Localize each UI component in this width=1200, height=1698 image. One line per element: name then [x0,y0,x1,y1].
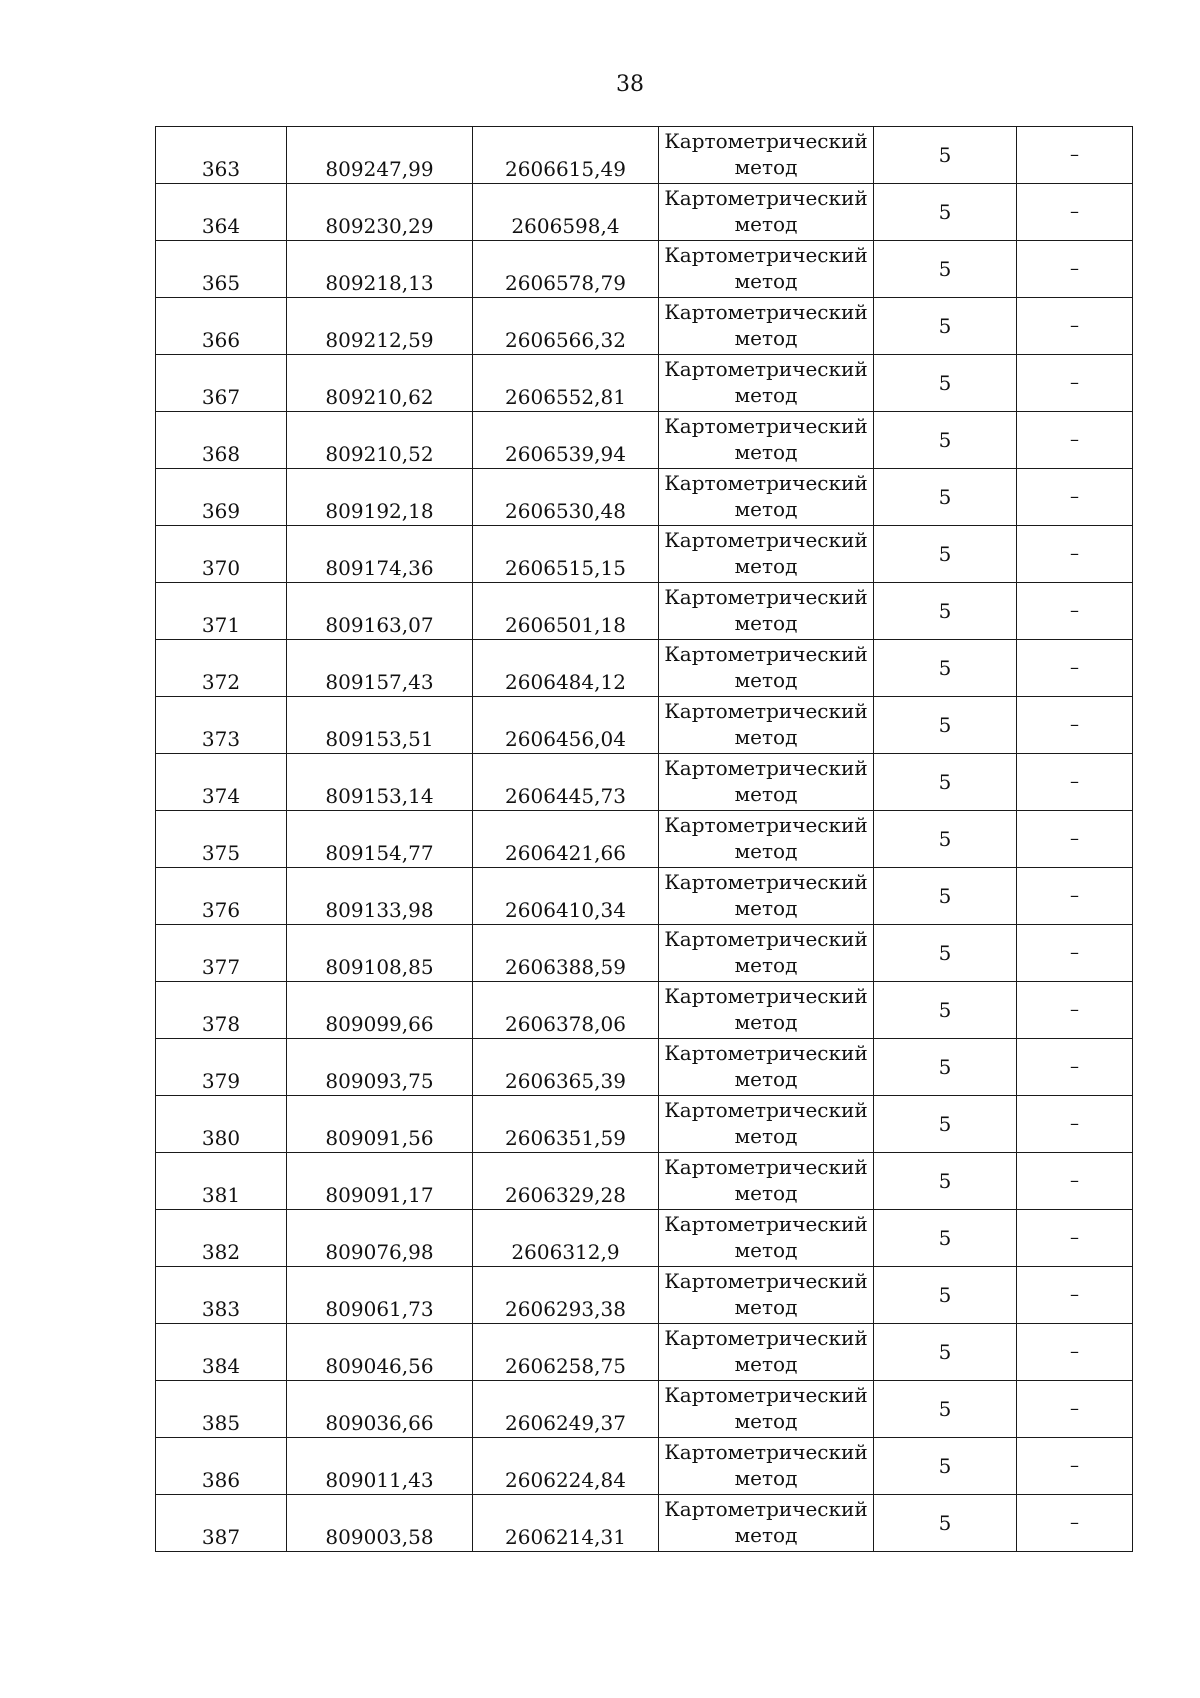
y-coordinate-cell: 2606539,94 [473,412,659,469]
method-line-1: Картометрический [664,186,868,211]
note-cell: – [1017,925,1133,982]
accuracy-cell: 5 [874,868,1017,925]
x-coordinate-cell: 809093,75 [287,1039,473,1096]
table-row [156,1438,1133,1495]
accuracy-cell: 5 [874,982,1017,1039]
method-line-1: Картометрический [664,471,868,496]
accuracy-cell: 5 [874,1096,1017,1153]
accuracy-cell: 5 [874,754,1017,811]
method-line-1: Картометрический [664,300,868,325]
table-row [156,697,1133,754]
accuracy-cell: 5 [874,697,1017,754]
accuracy-cell: 5 [874,1381,1017,1438]
x-coordinate-cell: 809076,98 [287,1210,473,1267]
point-number-cell: 367 [156,355,287,412]
method-line-2: метод [734,782,798,806]
x-coordinate-cell: 809133,98 [287,868,473,925]
accuracy-cell: 5 [874,925,1017,982]
method-line-2: метод [734,269,798,293]
x-coordinate-cell: 809174,36 [287,526,473,583]
method-cell [659,298,874,355]
accuracy-cell: 5 [874,298,1017,355]
method-cell [659,640,874,697]
y-coordinate-cell: 2606552,81 [473,355,659,412]
y-coordinate-cell: 2606351,59 [473,1096,659,1153]
accuracy-cell: 5 [874,355,1017,412]
note-cell: – [1017,1381,1133,1438]
method-line-2: метод [734,611,798,635]
method-cell [659,1324,874,1381]
y-coordinate-cell: 2606410,34 [473,868,659,925]
method-line-1: Картометрический [664,1212,868,1237]
x-coordinate-cell: 809061,73 [287,1267,473,1324]
y-coordinate-cell: 2606445,73 [473,754,659,811]
note-cell: – [1017,469,1133,526]
table-row [156,184,1133,241]
point-number-cell: 386 [156,1438,287,1495]
point-number-cell: 381 [156,1153,287,1210]
method-cell [659,583,874,640]
point-number-cell: 378 [156,982,287,1039]
note-cell: – [1017,640,1133,697]
method-cell [659,697,874,754]
method-line-1: Картометрический [664,1155,868,1180]
method-cell [659,925,874,982]
method-line-1: Картометрический [664,357,868,382]
page-number: 38 [616,72,644,97]
note-cell: – [1017,1210,1133,1267]
x-coordinate-cell: 809091,56 [287,1096,473,1153]
accuracy-cell: 5 [874,241,1017,298]
accuracy-cell: 5 [874,1039,1017,1096]
table-row [156,1039,1133,1096]
method-line-1: Картометрический [664,984,868,1009]
note-cell: – [1017,355,1133,412]
note-cell: – [1017,241,1133,298]
method-line-2: метод [734,725,798,749]
table-row [156,469,1133,526]
table-row [156,640,1133,697]
accuracy-cell: 5 [874,1153,1017,1210]
point-number-cell: 369 [156,469,287,526]
accuracy-cell: 5 [874,526,1017,583]
method-cell [659,1495,874,1552]
method-cell [659,1267,874,1324]
method-line-1: Картометрический [664,1440,868,1465]
note-cell: – [1017,412,1133,469]
y-coordinate-cell: 2606566,32 [473,298,659,355]
accuracy-cell: 5 [874,184,1017,241]
method-cell [659,469,874,526]
method-cell [659,982,874,1039]
accuracy-cell: 5 [874,469,1017,526]
method-line-2: метод [734,554,798,578]
table-row [156,1381,1133,1438]
accuracy-cell: 5 [874,583,1017,640]
point-number-cell: 383 [156,1267,287,1324]
x-coordinate-cell: 809157,43 [287,640,473,697]
y-coordinate-cell: 2606312,9 [473,1210,659,1267]
point-number-cell: 374 [156,754,287,811]
point-number-cell: 371 [156,583,287,640]
table-row [156,1324,1133,1381]
x-coordinate-cell: 809218,13 [287,241,473,298]
method-line-2: метод [734,1181,798,1205]
note-cell: – [1017,1267,1133,1324]
point-number-cell: 365 [156,241,287,298]
y-coordinate-cell: 2606530,48 [473,469,659,526]
y-coordinate-cell: 2606578,79 [473,241,659,298]
method-line-2: метод [734,1124,798,1148]
table-row [156,1210,1133,1267]
method-line-1: Картометрический [664,1383,868,1408]
table-row [156,526,1133,583]
method-line-2: метод [734,1295,798,1319]
x-coordinate-cell: 809153,14 [287,754,473,811]
table-row [156,1153,1133,1210]
x-coordinate-cell: 809230,29 [287,184,473,241]
method-line-1: Картометрический [664,1326,868,1351]
y-coordinate-cell: 2606258,75 [473,1324,659,1381]
point-number-cell: 382 [156,1210,287,1267]
x-coordinate-cell: 809210,52 [287,412,473,469]
point-number-cell: 372 [156,640,287,697]
method-cell [659,868,874,925]
method-line-1: Картометрический [664,813,868,838]
coordinates-table [155,126,1133,1552]
method-line-1: Картометрический [664,1269,868,1294]
method-line-2: метод [734,1466,798,1490]
note-cell: – [1017,127,1133,184]
note-cell: – [1017,1096,1133,1153]
method-line-1: Картометрический [664,1041,868,1066]
method-line-1: Картометрический [664,1497,868,1522]
x-coordinate-cell: 809091,17 [287,1153,473,1210]
y-coordinate-cell: 2606421,66 [473,811,659,868]
y-coordinate-cell: 2606329,28 [473,1153,659,1210]
x-coordinate-cell: 809099,66 [287,982,473,1039]
method-cell [659,241,874,298]
table-row [156,925,1133,982]
method-line-1: Картометрический [664,870,868,895]
point-number-cell: 364 [156,184,287,241]
table-row [156,754,1133,811]
x-coordinate-cell: 809212,59 [287,298,473,355]
note-cell: – [1017,1153,1133,1210]
y-coordinate-cell: 2606365,39 [473,1039,659,1096]
coordinates-table-body [156,127,1133,1552]
method-line-2: метод [734,668,798,692]
point-number-cell: 368 [156,412,287,469]
method-line-2: метод [734,1067,798,1091]
method-cell [659,1210,874,1267]
table-row [156,241,1133,298]
y-coordinate-cell: 2606456,04 [473,697,659,754]
method-cell [659,1039,874,1096]
method-cell [659,526,874,583]
method-cell [659,1096,874,1153]
point-number-cell: 370 [156,526,287,583]
note-cell: – [1017,1495,1133,1552]
table-row [156,355,1133,412]
table-row [156,583,1133,640]
point-number-cell: 377 [156,925,287,982]
method-cell [659,127,874,184]
y-coordinate-cell: 2606214,31 [473,1495,659,1552]
note-cell: – [1017,184,1133,241]
x-coordinate-cell: 809192,18 [287,469,473,526]
method-line-2: метод [734,155,798,179]
method-line-2: метод [734,383,798,407]
point-number-cell: 380 [156,1096,287,1153]
method-line-2: метод [734,839,798,863]
accuracy-cell: 5 [874,1210,1017,1267]
method-line-2: метод [734,1523,798,1547]
point-number-cell: 379 [156,1039,287,1096]
x-coordinate-cell: 809154,77 [287,811,473,868]
x-coordinate-cell: 809153,51 [287,697,473,754]
point-number-cell: 385 [156,1381,287,1438]
method-line-1: Картометрический [664,756,868,781]
table-row [156,982,1133,1039]
point-number-cell: 375 [156,811,287,868]
accuracy-cell: 5 [874,1495,1017,1552]
table-row [156,1267,1133,1324]
y-coordinate-cell: 2606249,37 [473,1381,659,1438]
y-coordinate-cell: 2606378,06 [473,982,659,1039]
point-number-cell: 384 [156,1324,287,1381]
table-row [156,811,1133,868]
method-line-1: Картометрический [664,414,868,439]
method-line-1: Картометрический [664,129,868,154]
note-cell: – [1017,526,1133,583]
table-row [156,298,1133,355]
method-line-2: метод [734,497,798,521]
method-line-2: метод [734,896,798,920]
x-coordinate-cell: 809247,99 [287,127,473,184]
y-coordinate-cell: 2606224,84 [473,1438,659,1495]
y-coordinate-cell: 2606501,18 [473,583,659,640]
method-cell [659,1153,874,1210]
note-cell: – [1017,298,1133,355]
method-cell [659,1438,874,1495]
method-cell [659,754,874,811]
x-coordinate-cell: 809003,58 [287,1495,473,1552]
x-coordinate-cell: 809011,43 [287,1438,473,1495]
method-line-2: метод [734,1352,798,1376]
accuracy-cell: 5 [874,127,1017,184]
note-cell: – [1017,1324,1133,1381]
method-line-2: метод [734,440,798,464]
y-coordinate-cell: 2606615,49 [473,127,659,184]
method-cell [659,184,874,241]
method-line-1: Картометрический [664,642,868,667]
accuracy-cell: 5 [874,1324,1017,1381]
accuracy-cell: 5 [874,1438,1017,1495]
method-cell [659,412,874,469]
note-cell: – [1017,982,1133,1039]
y-coordinate-cell: 2606293,38 [473,1267,659,1324]
method-line-1: Картометрический [664,528,868,553]
note-cell: – [1017,583,1133,640]
note-cell: – [1017,1438,1133,1495]
method-line-2: метод [734,1010,798,1034]
accuracy-cell: 5 [874,811,1017,868]
method-line-2: метод [734,1238,798,1262]
note-cell: – [1017,868,1133,925]
point-number-cell: 376 [156,868,287,925]
method-line-1: Картометрический [664,243,868,268]
y-coordinate-cell: 2606388,59 [473,925,659,982]
accuracy-cell: 5 [874,1267,1017,1324]
table-row [156,412,1133,469]
method-cell [659,811,874,868]
x-coordinate-cell: 809046,56 [287,1324,473,1381]
table-row [156,1096,1133,1153]
table-row [156,127,1133,184]
method-line-2: метод [734,953,798,977]
point-number-cell: 363 [156,127,287,184]
x-coordinate-cell: 809108,85 [287,925,473,982]
method-line-2: метод [734,326,798,350]
x-coordinate-cell: 809210,62 [287,355,473,412]
x-coordinate-cell: 809036,66 [287,1381,473,1438]
method-line-1: Картометрический [664,927,868,952]
table-row [156,868,1133,925]
note-cell: – [1017,697,1133,754]
y-coordinate-cell: 2606515,15 [473,526,659,583]
method-line-2: метод [734,1409,798,1433]
point-number-cell: 366 [156,298,287,355]
note-cell: – [1017,754,1133,811]
point-number-cell: 373 [156,697,287,754]
point-number-cell: 387 [156,1495,287,1552]
method-line-2: метод [734,212,798,236]
method-line-1: Картометрический [664,699,868,724]
table-row [156,1495,1133,1552]
note-cell: – [1017,811,1133,868]
method-cell [659,1381,874,1438]
method-cell [659,355,874,412]
x-coordinate-cell: 809163,07 [287,583,473,640]
note-cell: – [1017,1039,1133,1096]
y-coordinate-cell: 2606484,12 [473,640,659,697]
method-line-1: Картометрический [664,1098,868,1123]
method-line-1: Картометрический [664,585,868,610]
y-coordinate-cell: 2606598,4 [473,184,659,241]
accuracy-cell: 5 [874,412,1017,469]
accuracy-cell: 5 [874,640,1017,697]
